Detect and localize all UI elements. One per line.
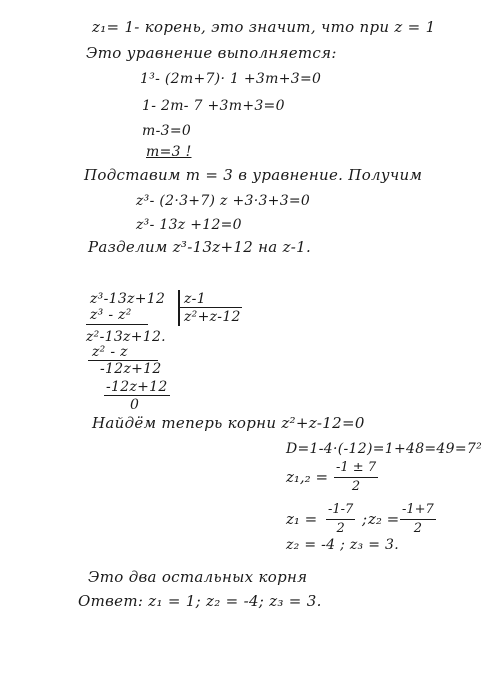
division-remainder-1: z²-13z+12. <box>86 329 166 345</box>
remaining-roots-line: z₂ = -4 ; z₃ = 3. <box>286 537 399 553</box>
z1-label: z₁ = <box>286 510 318 528</box>
z12-denominator: 2 <box>351 479 361 494</box>
substitution-line: 1³- (2m+7)· 1 +3m+3=0 <box>140 71 322 87</box>
substitute-m-line: Подставим m = 3 в уравнение. Получим <box>84 166 423 184</box>
z12-numerator: -1 ± 7 <box>334 460 378 478</box>
discriminant-line: D=1-4·(-12)=1+48=49=7² <box>286 441 482 457</box>
z2-denominator: 2 <box>413 521 423 536</box>
division-remainder-2: -12z+12 <box>100 361 162 377</box>
m-value-line: m=3 ! <box>146 144 192 160</box>
simplified-line: m-3=0 <box>142 123 192 139</box>
z1-fraction <box>326 502 355 537</box>
z1-numerator: -1-7 <box>326 502 355 520</box>
find-roots-line: Найдём теперь корни z²+z-12=0 <box>92 414 365 432</box>
z12-label: z₁,₂ = <box>286 468 329 486</box>
z2-fraction <box>400 502 436 537</box>
division-quotient: z²+z-12 <box>184 309 241 325</box>
z-fraction-separator: ; <box>362 510 368 528</box>
two-other-roots-line: Это два остальных корня <box>88 568 308 586</box>
division-rule-1 <box>86 324 148 325</box>
division-divisor: z-1 <box>184 291 206 307</box>
division-subtract-1: z³ - z² <box>90 307 132 323</box>
answer-line: Ответ: z₁ = 1; z₂ = -4; z₃ = 3. <box>78 592 322 610</box>
division-subtract-2: z² - z <box>92 344 128 360</box>
expanded-line: 1- 2m- 7 +3m+3=0 <box>142 98 285 114</box>
intro-line: z₁= 1- корень, это значит, что при z = 1 <box>92 18 436 36</box>
division-subtract-3: -12z+12 <box>106 379 168 395</box>
divide-instruction-line: Разделим z³-13z+12 на z-1. <box>88 238 312 256</box>
division-dividend: z³-13z+12 <box>90 291 166 307</box>
equation-holds-line: Это уравнение выполняется: <box>86 44 337 62</box>
z2-label: z₂ = <box>368 510 400 528</box>
equation-with-m-line: z³- (2·3+7) z +3·3+3=0 <box>136 193 311 209</box>
z2-numerator: -1+7 <box>400 502 436 520</box>
z1-denominator: 2 <box>336 521 345 536</box>
z12-fraction <box>334 460 378 495</box>
cubic-equation-line: z³- 13z +12=0 <box>136 217 242 233</box>
division-zero-remainder: 0 <box>130 397 140 413</box>
